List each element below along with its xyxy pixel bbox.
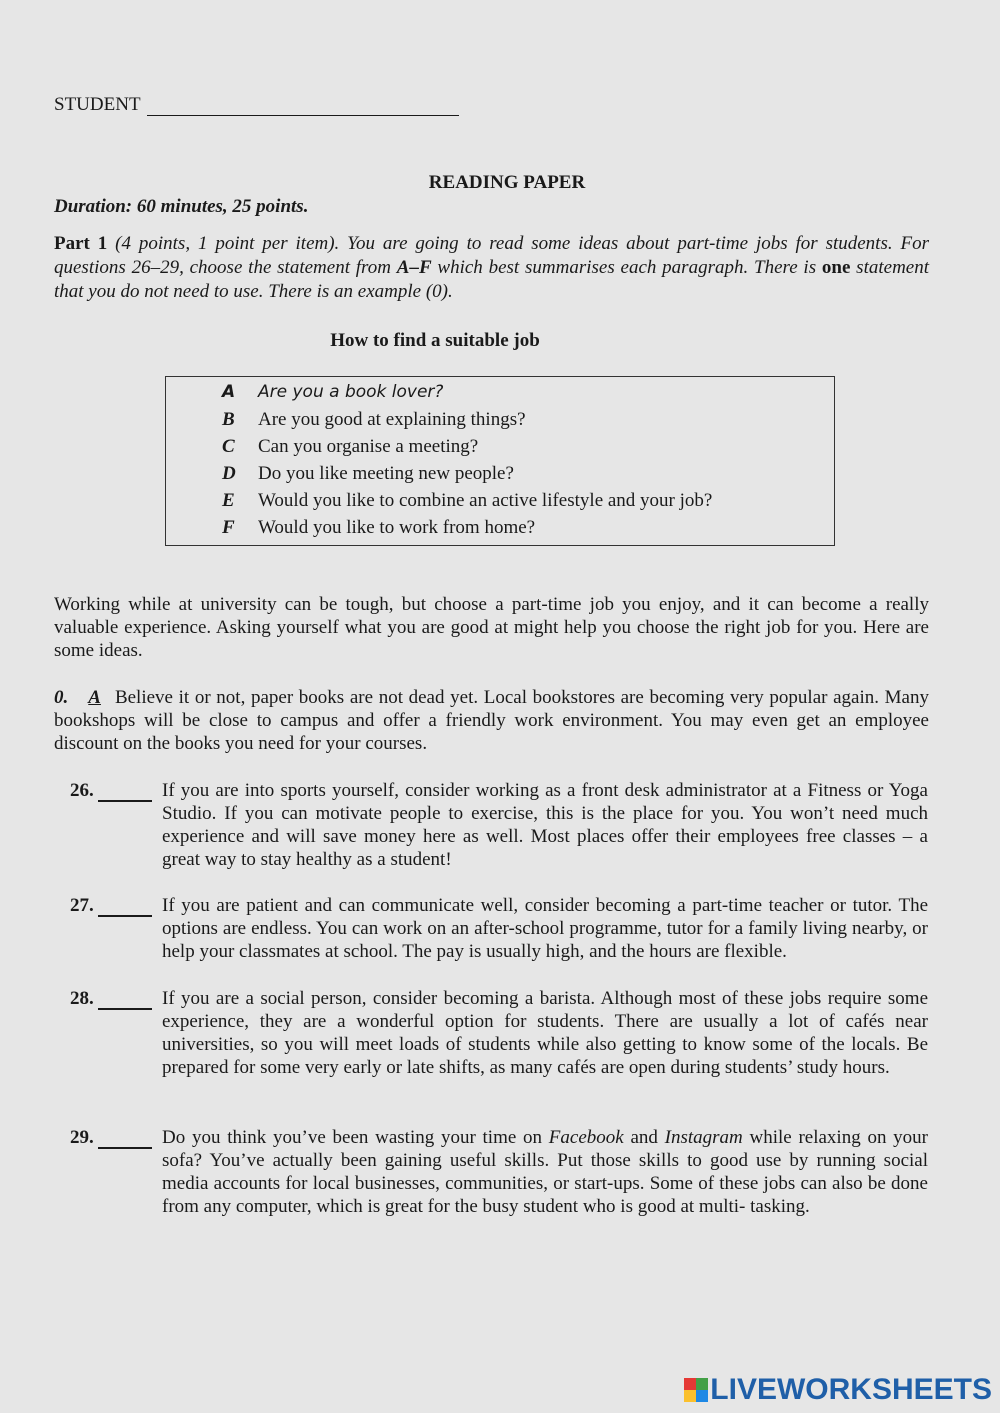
answer-blank-27[interactable]	[98, 898, 152, 917]
option-c: C Can you organise a meeting?	[222, 436, 479, 457]
example-label: 0.	[54, 687, 69, 708]
example-answer: A	[88, 687, 101, 708]
option-e: E Would you like to combine an active lifestyle and your job?	[222, 490, 713, 511]
paper-title: READING PAPER	[428, 172, 586, 193]
question-29: 29. Do you think you’ve been wasting your time on Facebook and Instagram while relaxing on your sofa? You’ve actually been gaining useful skills. Put those skills to good use by running social media accounts for local businesses, communities, or start-ups. Some of these jobs can also be done from any computer, which is great for the busy student who is good at multi- tasking.	[70, 1127, 929, 1217]
part-instructions: Part 1 (4 points, 1 point per item). You are going to read some ideas about part-time jobs for students. For questions 26–29, choose the statement from A–F which best summarises each paragraph. There is one statement that you do not need to use. There is an example (0).	[54, 233, 930, 302]
example-paragraph: 0. A Believe it or not, paper books are not dead yet. Local bookstores are becoming very popular again. Many bookshops will be close to campus and offer a friendly work environment. You may even get an employee discount on the books you need for your courses.	[54, 687, 929, 754]
question-26: 26. If you are into sports yourself, consider working as a front desk administrator at a Fitness or Yoga Studio. If you can motivate people to exercise, this is the place for you. You won’t need much experience and will save money here as well. Most places offer their employees free classes – a great way to stay healthy as a student!	[70, 780, 928, 870]
question-27: 27. If you are patient and can communicate well, consider becoming a part-time teacher or tutor. The options are endless. You can work on an after-school programme, tutor for a family living nearby, or help your classmates at school. The pay is usually high, and the hours are flexible.	[70, 895, 928, 962]
duration-text: Duration: 60 minutes, 25 points.	[54, 196, 309, 217]
question-28: 28. If you are a social person, consider becoming a barista. Although most of these jobs require some experience, they are a wonderful option for students. There are usually a lot of cafés near universities, so you will meet loads of students while also getting to know some of the locals. Be prepared for some very early or late shifts, as many cafés are open during students’ study hours.	[70, 988, 928, 1078]
liveworksheets-logo	[684, 1373, 992, 1407]
option-a: A Are you a book lover?	[222, 382, 444, 402]
answer-blank-26[interactable]	[98, 783, 152, 802]
section-subtitle: How to find a suitable job	[330, 330, 540, 351]
student-name-line	[54, 94, 459, 116]
option-d: D Do you like meeting new people?	[222, 463, 514, 484]
answer-blank-29[interactable]	[98, 1130, 152, 1149]
liveworksheets-logo-text: LIVEWORKSHEETS	[710, 1373, 992, 1406]
liveworksheets-logo-icon	[684, 1378, 708, 1402]
part-label: Part 1	[54, 233, 108, 254]
student-label: STUDENT	[54, 94, 141, 115]
student-name-blank[interactable]	[147, 97, 459, 116]
option-b: B Are you good at explaining things?	[222, 409, 526, 430]
answer-blank-28[interactable]	[98, 991, 152, 1010]
options-box	[165, 376, 835, 546]
option-f: F Would you like to work from home?	[222, 517, 536, 538]
intro-paragraph: Working while at university can be tough, but choose a part-time job you enjoy, and it can become a really valuable experience. Asking yourself what you are good at might help you choose the right job for you. Here are some ideas.	[54, 594, 929, 661]
